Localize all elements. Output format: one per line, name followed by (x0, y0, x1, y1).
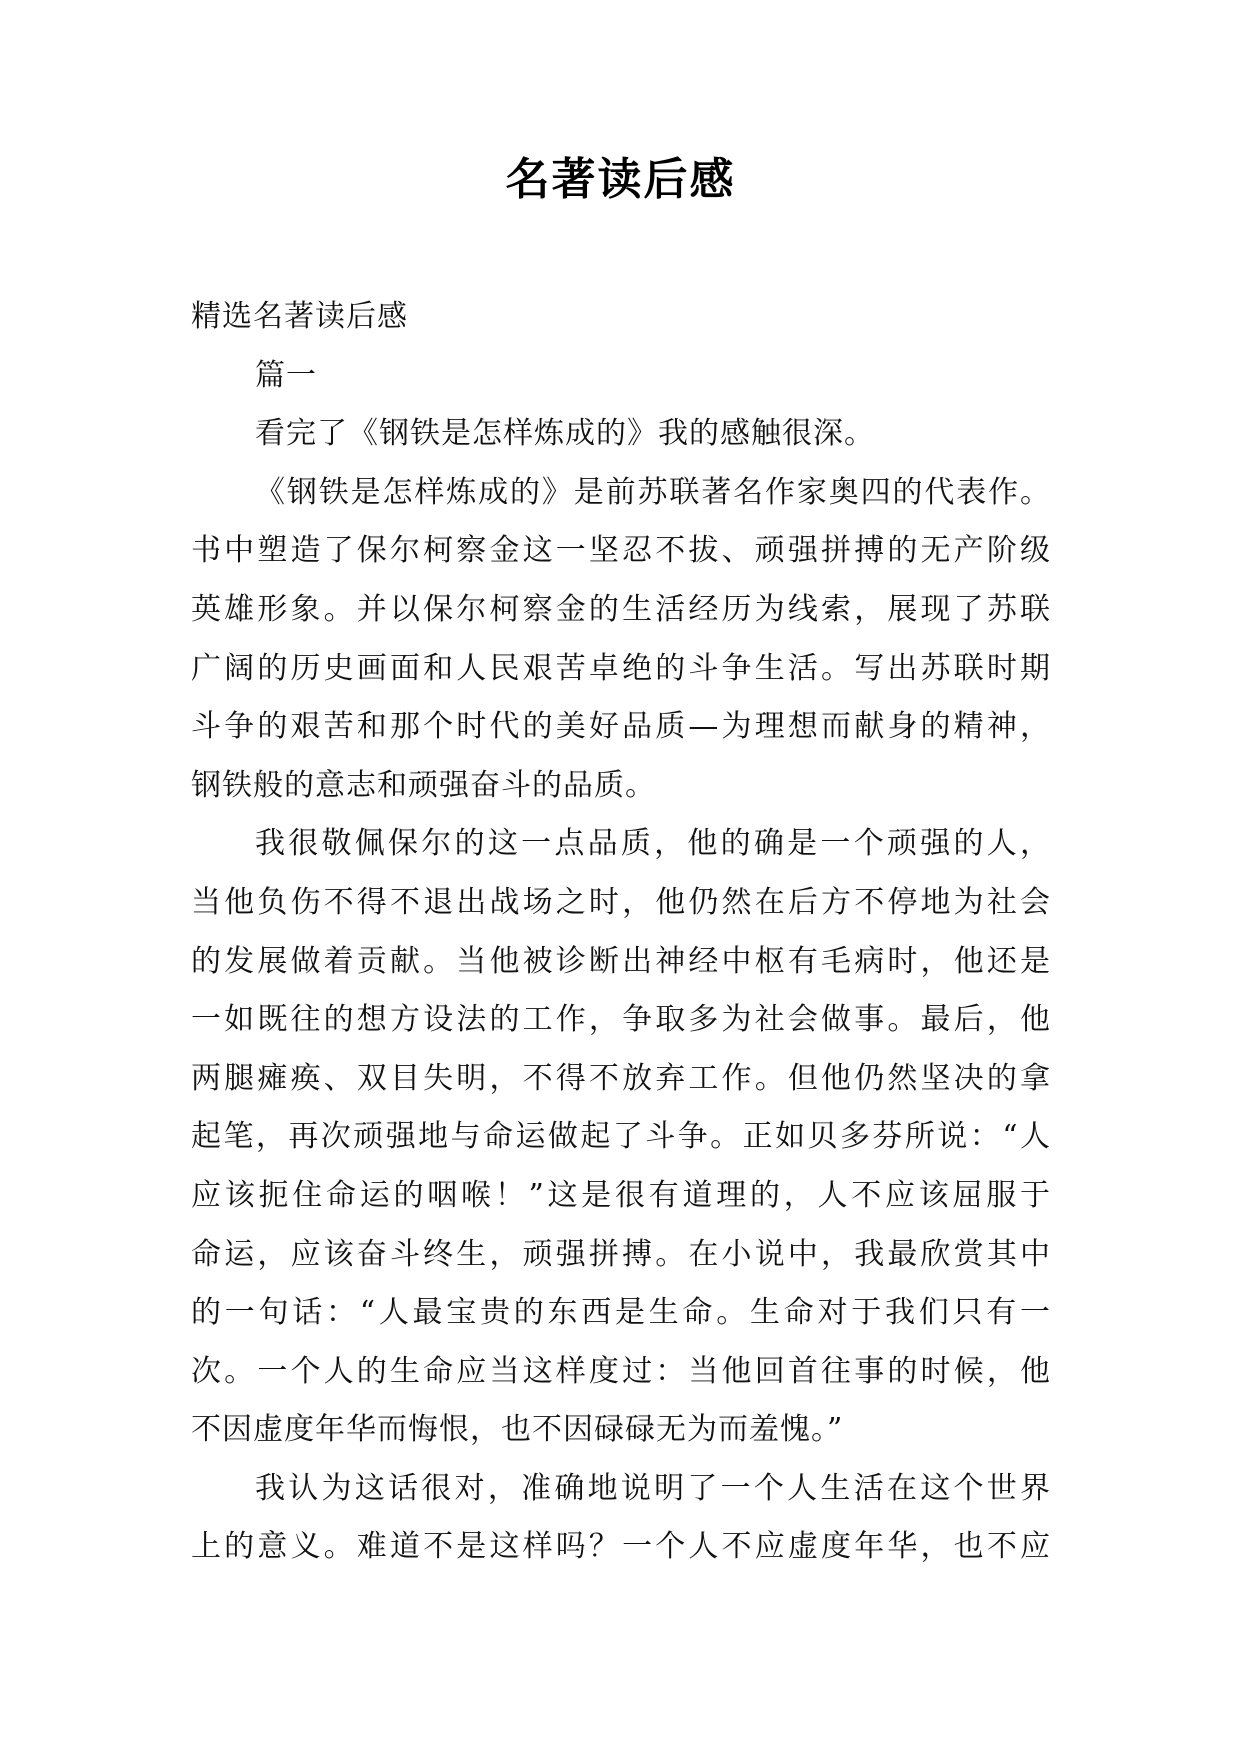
paragraph-line: 我很敬佩保尔的这一点品质，他的确是一个顽强的人， (255, 826, 1051, 862)
paragraph-line: 次。一个人的生命应当这样度过：当他回首往事的时候，他 (191, 1353, 1051, 1389)
paragraph-line: 两腿瘫痪、双目失明，不得不放弃工作。但他仍然坚决的拿 (191, 1060, 1051, 1096)
paragraph-line: 钢铁般的意志和顽强奋斗的品质。 (191, 767, 656, 803)
document-title: 名著读后感 (505, 154, 736, 205)
paragraph-line: 命运，应该奋斗终生，顽强拼搏。在小说中，我最欣赏其中 (191, 1236, 1051, 1272)
paragraph-line: 一如既往的想方设法的工作，争取多为社会做事。最后，他 (191, 1002, 1051, 1038)
subtitle-line: 精选名著读后感 (191, 299, 408, 334)
paragraph-line: 当他负伤不得不退出战场之时，他仍然在后方不停地为社会 (191, 884, 1051, 920)
paragraph-line: 英雄形象。并以保尔柯察金的生活经历为线索，展现了苏联 (191, 591, 1051, 627)
paragraph-line: 的发展做着贡献。当他被诊断出神经中枢有毛病时，他还是 (191, 943, 1051, 979)
section-heading: 篇一 (255, 357, 317, 393)
document-body (191, 288, 1051, 1577)
paragraph-line: 应该扼住命运的咽喉！”这是很有道理的，人不应该屈服于 (191, 1177, 1051, 1213)
paragraph-line: 我认为这话很对，准确地说明了一个人生活在这个世界 (255, 1470, 1051, 1506)
paragraph-line: 斗争的艰苦和那个时代的美好品质—为理想而献身的精神， (191, 709, 1051, 745)
paragraph-line: 的一句话：“人最宝贵的东西是生命。生命对于我们只有一 (191, 1295, 1051, 1331)
paragraph-line: 起笔，再次顽强地与命运做起了斗争。正如贝多芬所说：“人 (191, 1119, 1051, 1155)
paragraph-line: 广阔的历史画面和人民艰苦卓绝的斗争生活。写出苏联时期 (191, 650, 1051, 686)
paragraph-line: 上的意义。难道不是这样吗？一个人不应虚度年华，也不应 (191, 1529, 1051, 1565)
paragraph-line: 看完了《钢铁是怎样炼成的》我的感触很深。 (255, 416, 875, 452)
paragraph-line: 不因虚度年华而悔恨，也不因碌碌无为而羞愧。” (191, 1412, 844, 1448)
paragraph-line: 《钢铁是怎样炼成的》是前苏联著名作家奥四的代表作。 (255, 474, 1051, 510)
paragraph-line: 书中塑造了保尔柯察金这一坚忍不拔、顽强拼搏的无产阶级 (191, 533, 1051, 569)
